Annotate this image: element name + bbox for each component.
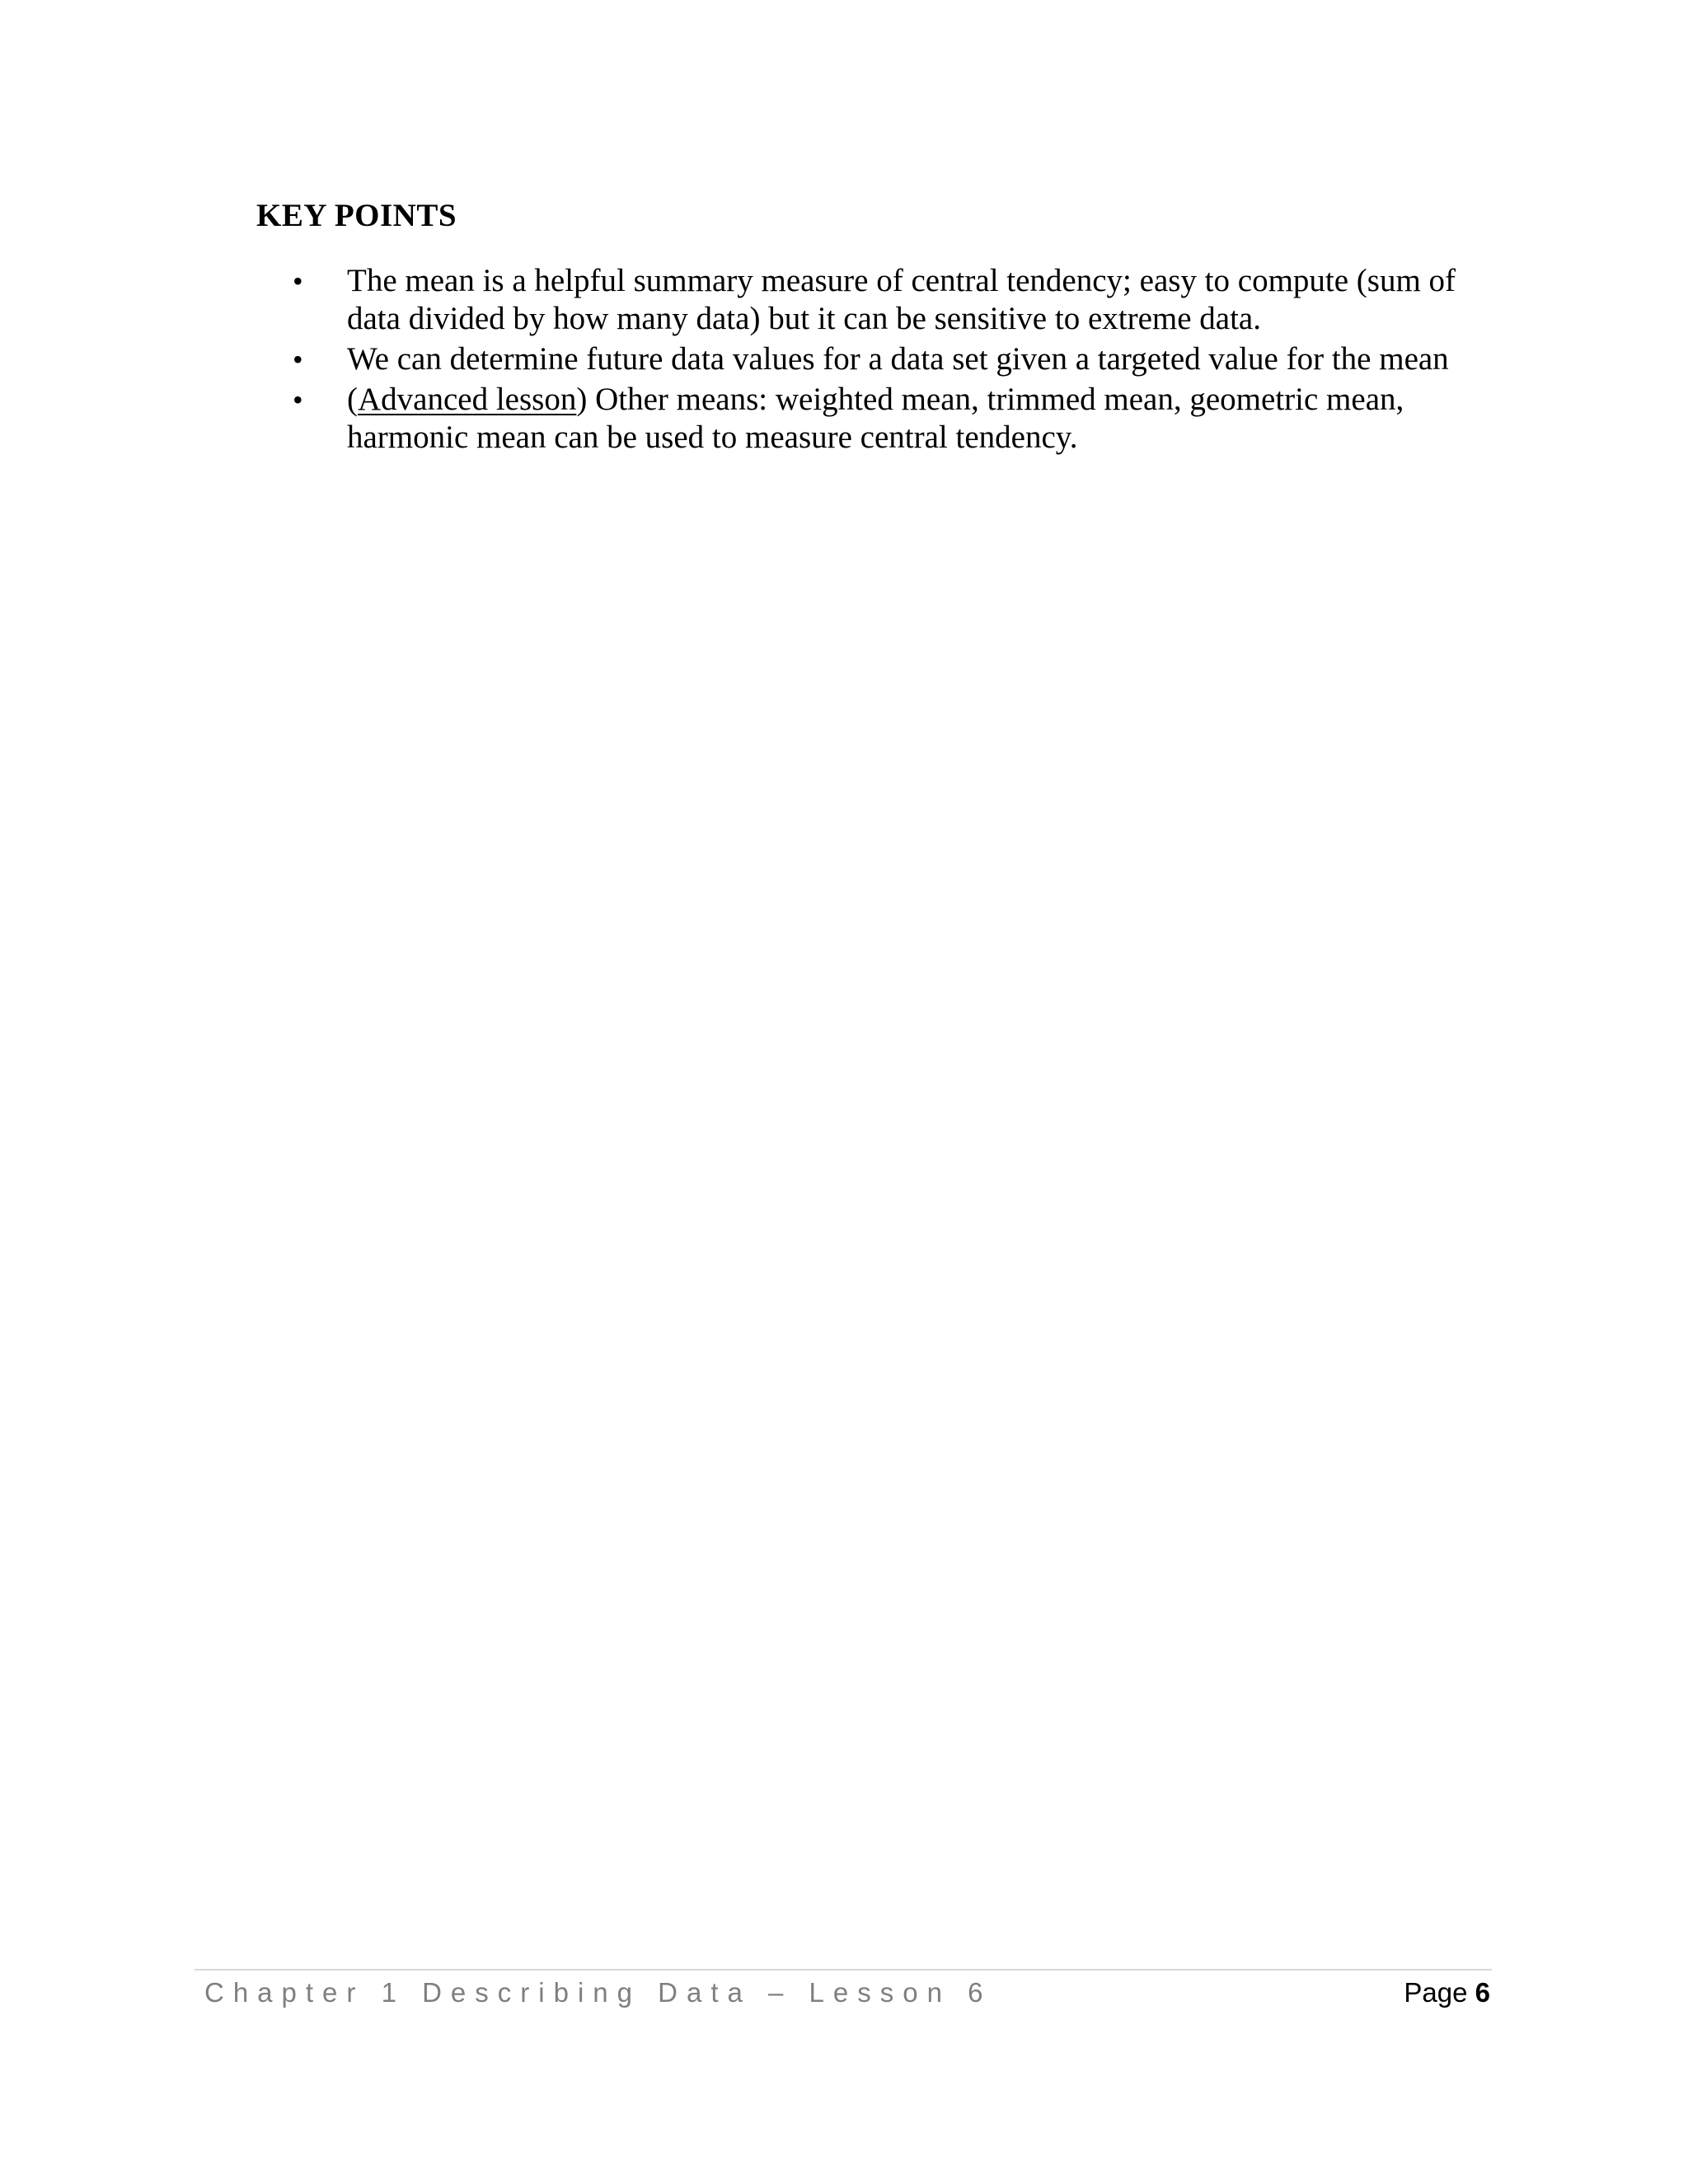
footer-page-number — [1404, 1972, 1490, 2013]
key-points-list — [293, 262, 1496, 459]
advanced-lesson-link[interactable]: Advanced lesson — [358, 382, 577, 417]
footer-chapter-title: Chapter 1 Describing Data – Lesson 6 — [204, 1977, 992, 2008]
page-label: Page — [1404, 1977, 1468, 2008]
footer-divider — [195, 1969, 1492, 1971]
list-item — [293, 262, 1496, 338]
list-item-prefix: ( — [347, 382, 358, 417]
list-item-text: We can determine future data values for a data set given a targeted value for the mean — [347, 341, 1449, 377]
page-number: 6 — [1475, 1977, 1490, 2008]
bullet-icon: • — [293, 343, 303, 376]
list-item — [293, 340, 1496, 378]
list-item — [293, 381, 1496, 457]
list-item-text: ) Other means: weighted mean, trimmed mean, geometric mean, harmonic mean can be used to measure central tendency. — [347, 382, 1404, 455]
section-heading: KEY POINTS — [256, 198, 457, 233]
list-item-text: The mean is a helpful summary measure of central tendency; easy to compute (sum of data divided by how many data) but it can be sensitive to extreme data. — [347, 263, 1456, 336]
bullet-icon: • — [293, 265, 303, 298]
bullet-icon: • — [293, 383, 303, 416]
